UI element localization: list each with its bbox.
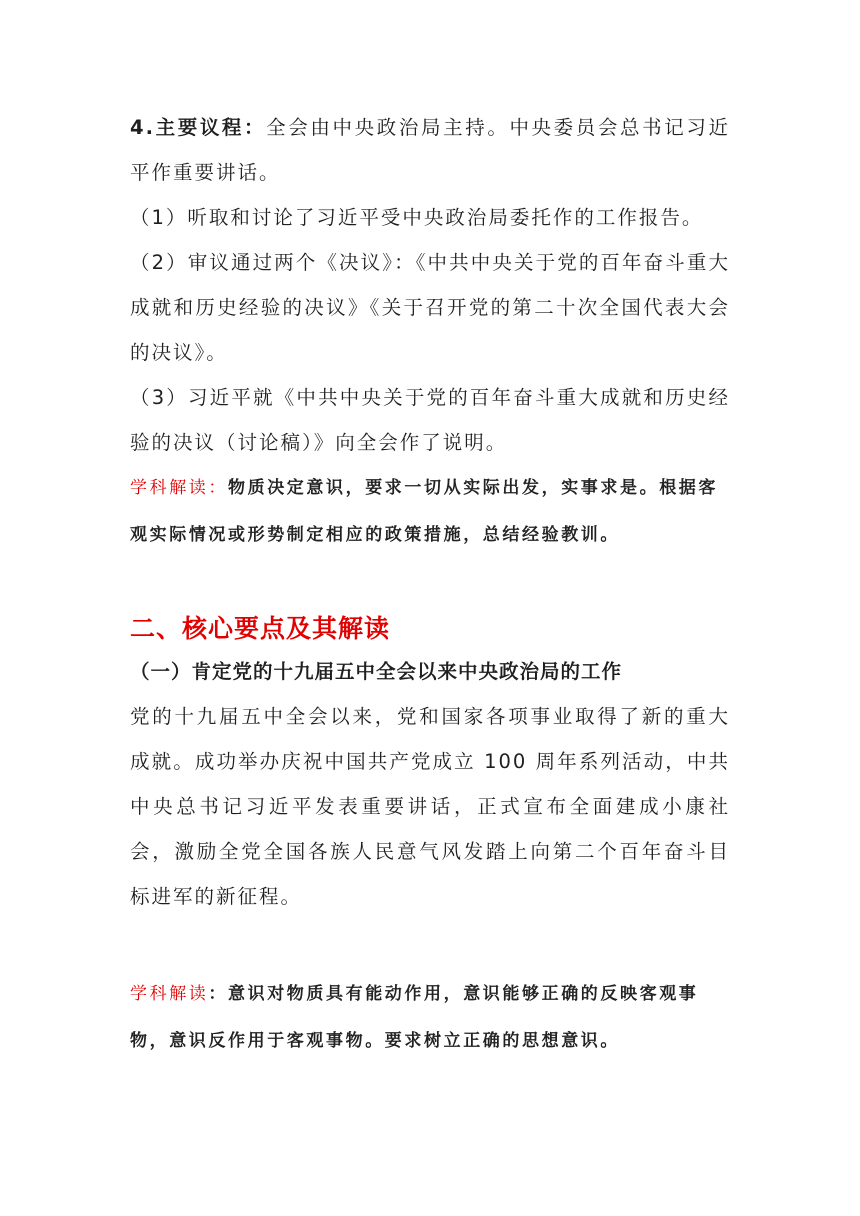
agenda-text: 全会由中央政治局主持。中央委员会总书记习近平作重要讲话。 — [130, 116, 730, 184]
interpretation-2-tag: 学科解读 — [130, 984, 209, 1004]
interpretation-2 — [130, 971, 730, 1065]
agenda-paragraph — [130, 105, 730, 195]
section-body: 党的十九届五中全会以来，党和国家各项事业取得了新的重大成就。成功举办庆祝中国共产党成立 100 周年系列活动，中共中央总书记习近平发表重要讲话，正式宣布全面建成小康社会，激励全党全国各族人民意气风发踏上向第二个百年奋斗目标进军的新征程。 — [130, 705, 730, 908]
interpretation-2-text: ：意识对物质具有能动作用，意识能够正确的反映客观事物，意识反作用于客观事物。要求树立正确的思想意识。 — [130, 984, 699, 1051]
agenda-label: 4.主要议程： — [130, 116, 267, 139]
spacer — [130, 559, 730, 609]
section-title: 二、核心要点及其解读 — [130, 614, 391, 643]
document-page — [130, 105, 730, 1065]
agenda-item-1: （1）听取和讨论了习近平受中央政治局委托作的工作报告。 — [130, 206, 704, 229]
agenda-item-3: （3）习近平就《中共中央关于党的百年奋斗重大成就和历史经验的决议（讨论稿）》向全会作了说明。 — [130, 386, 730, 454]
spacer — [130, 919, 730, 971]
interpretation-1-tag: 学科解读： — [130, 478, 228, 498]
interpretation-1-text: 物质决定意识，要求一切从实际出发，实事求是。根据客观实际情况或形势制定相应的政策措施，总结经验教训。 — [130, 478, 718, 545]
section-subtitle: （一）肯定党的十九届五中全会以来中央政治局的工作 — [130, 660, 623, 683]
agenda-item-2: （2）审议通过两个《决议》：《中共中央关于党的百年奋斗重大成就和历史经验的决议》《关于召开党的第二十次全国代表大会的决议》。 — [130, 251, 730, 364]
interpretation-1 — [130, 465, 730, 559]
